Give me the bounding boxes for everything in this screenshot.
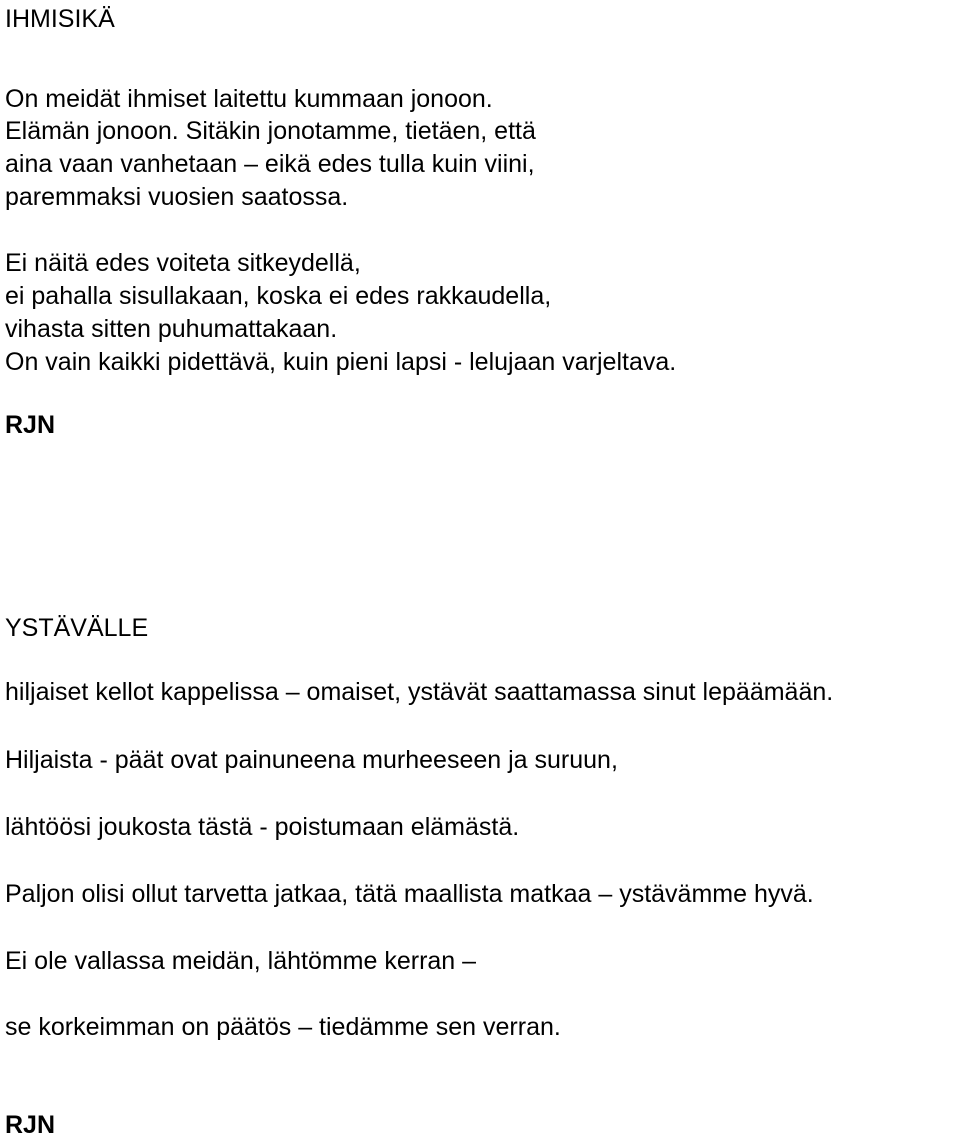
poem-2-line: hiljaiset kellot kappelissa – omaiset, ystävät saattamassa sinut lepäämään.: [5, 678, 834, 706]
poem-1-line: ei pahalla sisullakaan, koska ei edes rakkaudella,: [5, 282, 552, 310]
poem-1-line: paremmaksi vuosien saatossa.: [5, 183, 349, 211]
poem-2-signature: RJN: [5, 1111, 56, 1139]
poem-2-line: Ei ole vallassa meidän, lähtömme kerran –: [5, 947, 477, 975]
poem-1-line: vihasta sitten puhumattakaan.: [5, 315, 338, 343]
poem-1-line: On vain kaikki pidettävä, kuin pieni lapsi - lelujaan varjeltava.: [5, 348, 677, 376]
poem-1-signature: RJN: [5, 411, 56, 439]
poem-2-line: lähtöösi joukosta tästä - poistumaan elämästä.: [5, 813, 520, 841]
poem-1-title: IHMISIKÄ: [5, 5, 115, 33]
poem-1-line: Elämän jonoon. Sitäkin jonotamme, tietäen, että: [5, 117, 536, 145]
poem-1-line: Ei näitä edes voiteta sitkeydellä,: [5, 249, 361, 277]
poem-2-line: Paljon olisi ollut tarvetta jatkaa, tätä maallista matkaa – ystävämme hyvä.: [5, 880, 814, 908]
poem-2-line: Hiljaista - päät ovat painuneena murheeseen ja suruun,: [5, 746, 618, 774]
poem-2-line: se korkeimman on päätös – tiedämme sen verran.: [5, 1013, 561, 1041]
poem-1-line: On meidät ihmiset laitettu kummaan jonoon.: [5, 85, 493, 113]
poem-1-line: aina vaan vanhetaan – eikä edes tulla kuin viini,: [5, 150, 535, 178]
poem-2-title: YSTÄVÄLLE: [5, 614, 149, 642]
